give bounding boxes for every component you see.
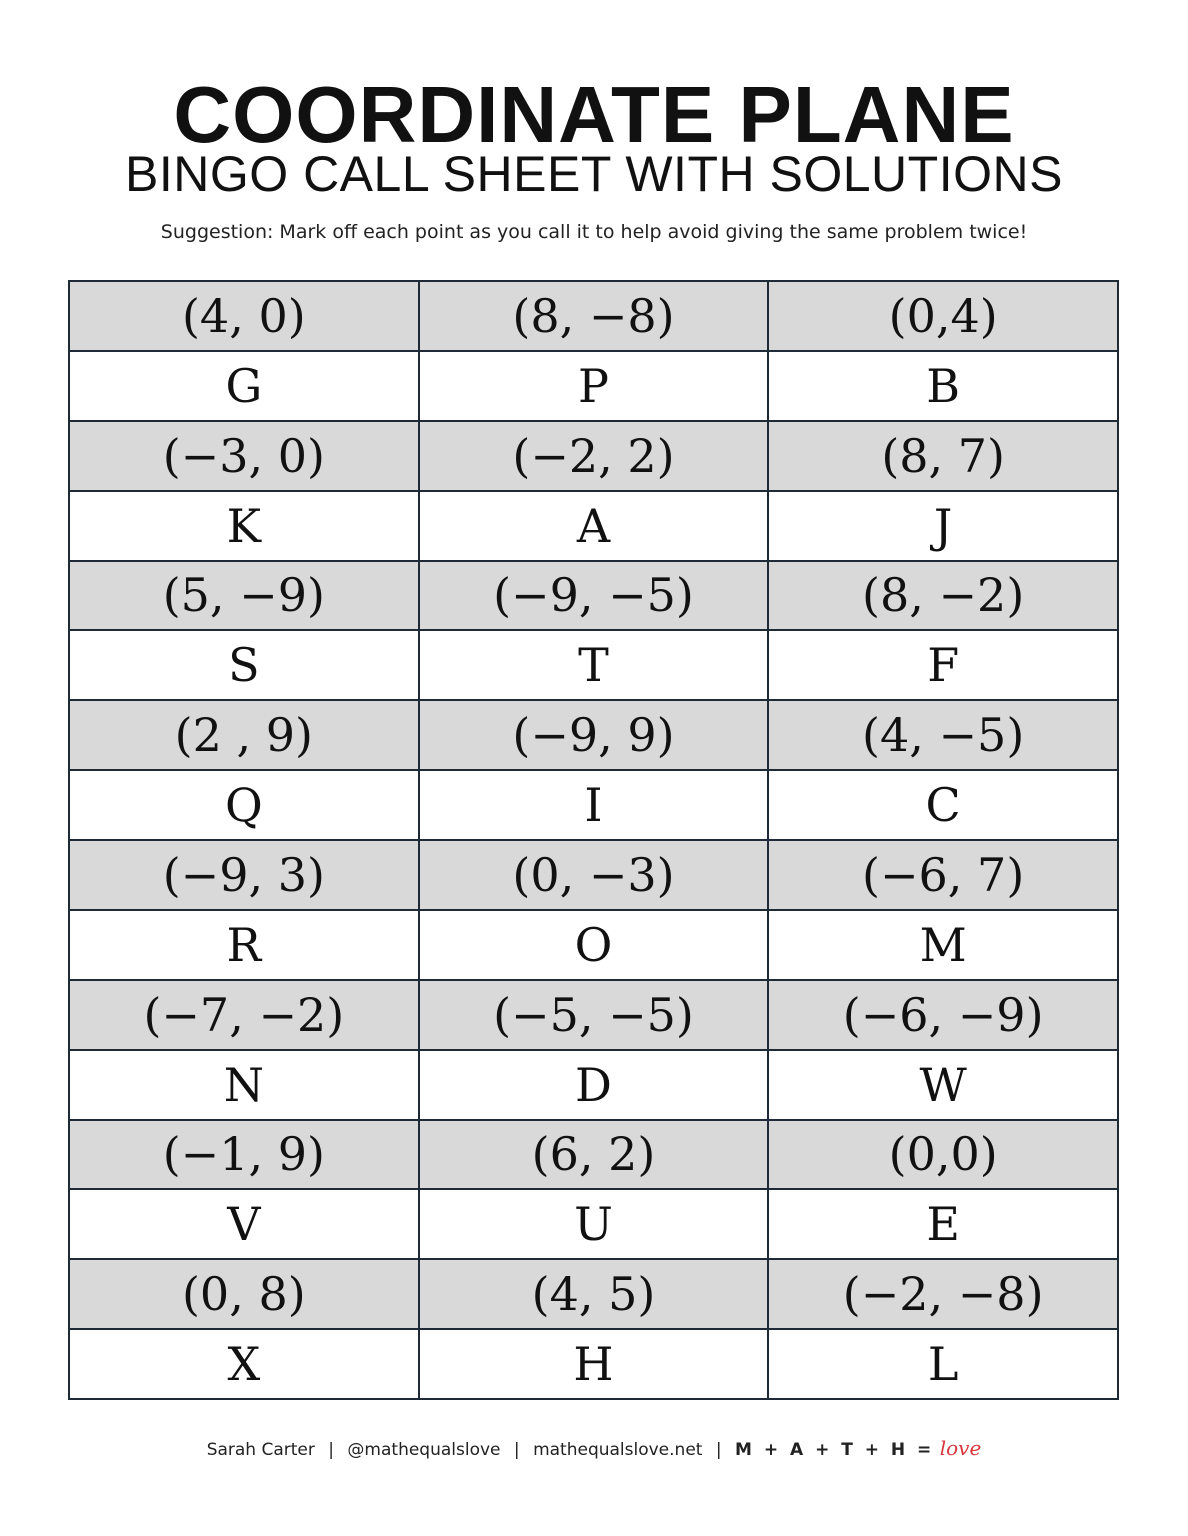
coordinate-cell: (8, 7): [768, 421, 1118, 491]
coordinate-cell: (−9, 3): [69, 840, 419, 910]
suggestion-text: Suggestion: Mark off each point as you call it to help avoid giving the same problem twice!: [160, 221, 1028, 243]
coordinate-cell: (−2, 2): [419, 421, 769, 491]
letter-cell: P: [419, 351, 769, 421]
page-subtitle: BINGO CALL SHEET WITH SOLUTIONS: [125, 146, 1063, 202]
footer-separator: |: [513, 1440, 520, 1460]
coordinate-cell: (−7, −2): [69, 980, 419, 1050]
coordinate-cell: (4, 0): [69, 281, 419, 351]
letter-cell: B: [768, 351, 1118, 421]
coordinate-cell: (−6, −9): [768, 980, 1118, 1050]
footer-handle: @mathequalslove: [347, 1440, 501, 1460]
coordinate-cell: (6, 2): [419, 1120, 769, 1190]
footer-separator: |: [715, 1440, 722, 1460]
letter-row: [69, 770, 1118, 840]
footer-author: Sarah Carter: [206, 1440, 315, 1460]
page-title: COORDINATE PLANE: [173, 70, 1015, 159]
letter-row: [69, 1189, 1118, 1259]
letter-cell: W: [768, 1050, 1118, 1120]
letter-cell: J: [768, 491, 1118, 561]
coordinate-cell: (−1, 9): [69, 1120, 419, 1190]
coordinate-row: [69, 980, 1118, 1050]
footer-logo: M + A + T + H =: [735, 1440, 935, 1460]
coordinate-row: [69, 1259, 1118, 1329]
letter-row: [69, 1050, 1118, 1120]
coordinate-cell: (8, −2): [768, 561, 1118, 631]
coordinate-row: [69, 281, 1118, 351]
coordinate-row: [69, 840, 1118, 910]
coordinate-cell: (−2, −8): [768, 1259, 1118, 1329]
letter-row: [69, 1329, 1118, 1399]
letter-cell: K: [69, 491, 419, 561]
letter-cell: H: [419, 1329, 769, 1399]
footer-logo-love: love: [939, 1436, 982, 1460]
letter-cell: U: [419, 1189, 769, 1259]
coordinate-cell: (−9, −5): [419, 561, 769, 631]
letter-row: [69, 630, 1118, 700]
coordinate-cell: (2 , 9): [69, 700, 419, 770]
coordinate-cell: (0, −3): [419, 840, 769, 910]
footer-separator: |: [328, 1440, 335, 1460]
coordinate-row: [69, 561, 1118, 631]
letter-row: [69, 351, 1118, 421]
letter-cell: G: [69, 351, 419, 421]
letter-cell: T: [419, 630, 769, 700]
coordinate-cell: (0,0): [768, 1120, 1118, 1190]
letter-row: [69, 910, 1118, 980]
coordinate-row: [69, 421, 1118, 491]
letter-cell: Q: [69, 770, 419, 840]
letter-cell: F: [768, 630, 1118, 700]
letter-cell: E: [768, 1189, 1118, 1259]
coordinate-cell: (−5, −5): [419, 980, 769, 1050]
coordinate-cell: (−9, 9): [419, 700, 769, 770]
coordinate-row: [69, 700, 1118, 770]
letter-cell: I: [419, 770, 769, 840]
coordinate-cell: (0,4): [768, 281, 1118, 351]
footer-website: mathequalslove.net: [533, 1440, 703, 1460]
coordinate-cell: (−3, 0): [69, 421, 419, 491]
letter-cell: X: [69, 1329, 419, 1399]
coordinate-cell: (4, 5): [419, 1259, 769, 1329]
letter-cell: C: [768, 770, 1118, 840]
letter-cell: R: [69, 910, 419, 980]
letter-cell: O: [419, 910, 769, 980]
letter-row: [69, 491, 1118, 561]
bingo-call-table: [68, 280, 1119, 1400]
letter-cell: V: [69, 1189, 419, 1259]
coordinate-cell: (−6, 7): [768, 840, 1118, 910]
letter-cell: L: [768, 1329, 1118, 1399]
footer: [0, 1436, 1188, 1460]
coordinate-cell: (4, −5): [768, 700, 1118, 770]
coordinate-cell: (8, −8): [419, 281, 769, 351]
coordinate-cell: (5, −9): [69, 561, 419, 631]
letter-cell: M: [768, 910, 1118, 980]
letter-cell: S: [69, 630, 419, 700]
letter-cell: D: [419, 1050, 769, 1120]
coordinate-cell: (0, 8): [69, 1259, 419, 1329]
coordinate-row: [69, 1120, 1118, 1190]
letter-cell: A: [419, 491, 769, 561]
letter-cell: N: [69, 1050, 419, 1120]
